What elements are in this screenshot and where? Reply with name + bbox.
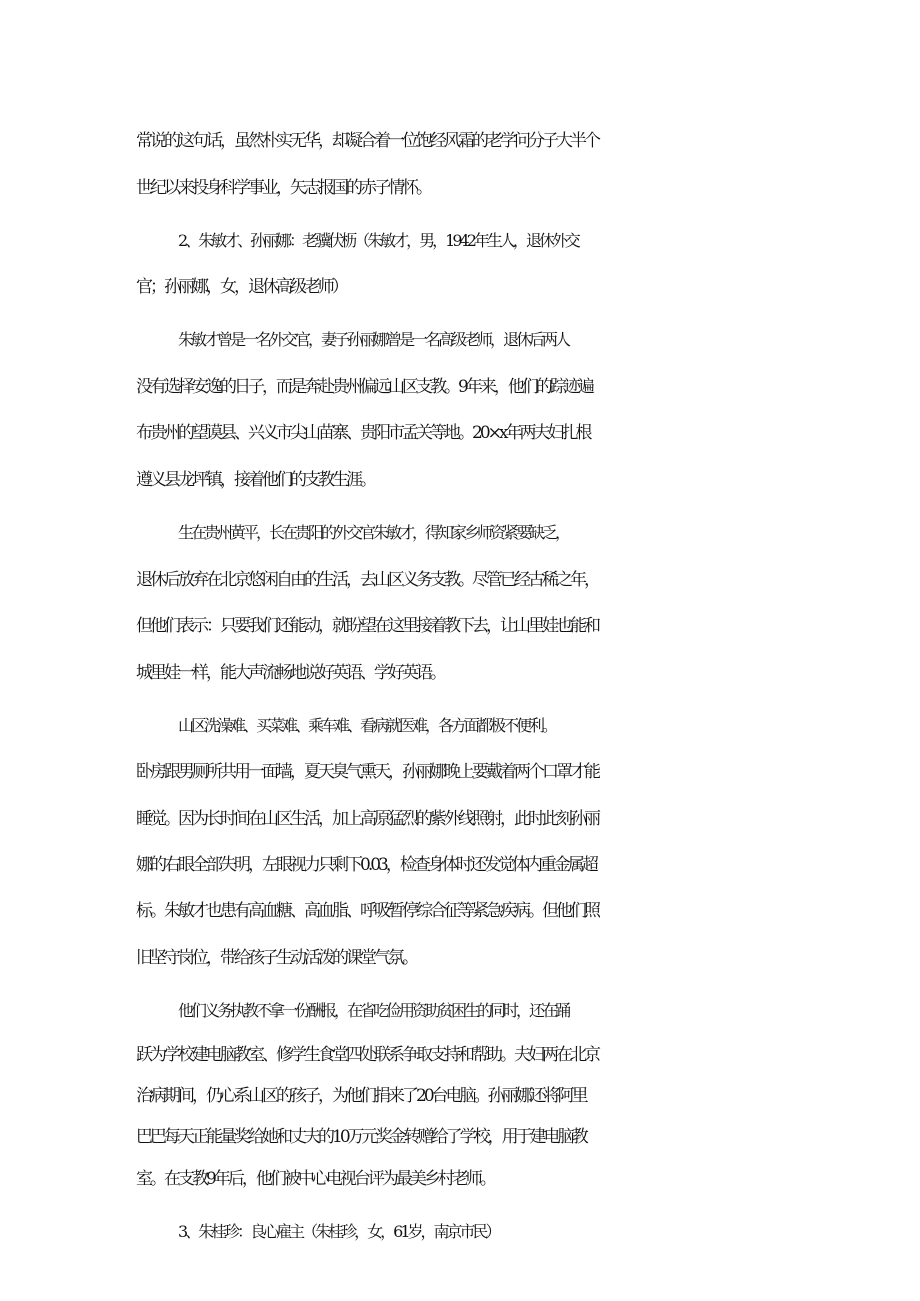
- paragraph-line: 卧房跟男厕所共用一面墙，夏天臭气熏天，孙丽娜晚上要戴着两个口罩才能: [136, 762, 598, 782]
- paragraph-line: 标。朱敏才也患有高血糖、高血脂、呼吸暂停综合征等紧急疾病。但他们照: [136, 901, 598, 921]
- paragraph-line: 世纪以来投身科学事业，矢志报国的赤子情怀。: [136, 178, 430, 198]
- paragraph-line: 没有选择安逸的日子，而是奔赴贵州偏远山区支教。9年来，他们的踪迹遍: [136, 377, 592, 397]
- section-heading-line: 官；孙丽娜，女，退休高级老师）: [136, 277, 346, 297]
- paragraph-line: 睡觉。因为长时间在山区生活，加上高原猛烈的紫外线照射，此时此刻孙丽: [136, 809, 598, 829]
- paragraph-line: 巴巴每天正能量奖给她和丈夫的10万元奖金转赠给了学校，用于建电脑教: [136, 1127, 586, 1147]
- section-heading-line: 2、朱敏才、孙丽娜：老骥伏枥（朱敏才，男，1942年生人，退休外交: [178, 231, 578, 250]
- paragraph-line: 娜的右眼全部失明，左眼视力只剩下0.03，检查身体时还发觉体内重金属超: [136, 855, 596, 875]
- paragraph-line: 室。在支教9年后，他们被中心电视台评为最美乡村老师。: [136, 1169, 494, 1189]
- paragraph-line: 旧坚守岗位，带给孩子生动活泼的课堂气氛。: [136, 948, 416, 968]
- paragraph-line: 治病期间，仍心系山区的孩子，为他们捐来了20台电脑。孙丽娜还将阿里: [136, 1086, 586, 1106]
- paragraph-line: 退休后放弃在北京悠闲自由的生活，去山区义务支教。尽管已经古稀之年，: [136, 570, 598, 590]
- paragraph-line: 跃为学校建电脑教室、修学生食堂四处联系争取支持和帮助。夫妇两在北京: [136, 1045, 598, 1065]
- paragraph-line: 他们义务执教不拿一份酬报，在省吃俭用资助贫困生的同时，还在踊: [178, 1001, 569, 1020]
- paragraph-line: 布贵州的望谟县、兴义市尖山苗寨、贵阳市孟关等地。20×x年两夫妇扎根: [136, 423, 590, 443]
- paragraph-line: 但他们表示：只要我们还能动，就盼望在这里接着教下去，让山里娃也能和: [136, 616, 598, 636]
- paragraph-line: 山区洗澡难、买菜难、乘车难、看病就医难，各方面都极不便利。: [178, 716, 556, 735]
- paragraph-line: 朱敏才曾是一名外交官，妻子孙丽娜曾是一名高级老师，退休后两人: [178, 330, 569, 349]
- paragraph-line: 生在贵州黄平，长在贵阳的外交官朱敏才，得知家乡师资紧要缺乏，: [178, 523, 569, 542]
- section-heading-line: 3、朱桂珍：良心雇主（朱桂珍，女，61岁，南京市民）: [178, 1222, 499, 1241]
- paragraph-line: 城里娃一样，能大声流畅地说好英语、学好英语。: [136, 663, 444, 683]
- paragraph-line: 遵义县龙坪镇，接着他们的支教生涯。: [136, 470, 374, 490]
- paragraph-line: 常说的这句话，虽然朴实无华，却凝合着一位饱经风霜的老学问分子大半个: [136, 131, 598, 151]
